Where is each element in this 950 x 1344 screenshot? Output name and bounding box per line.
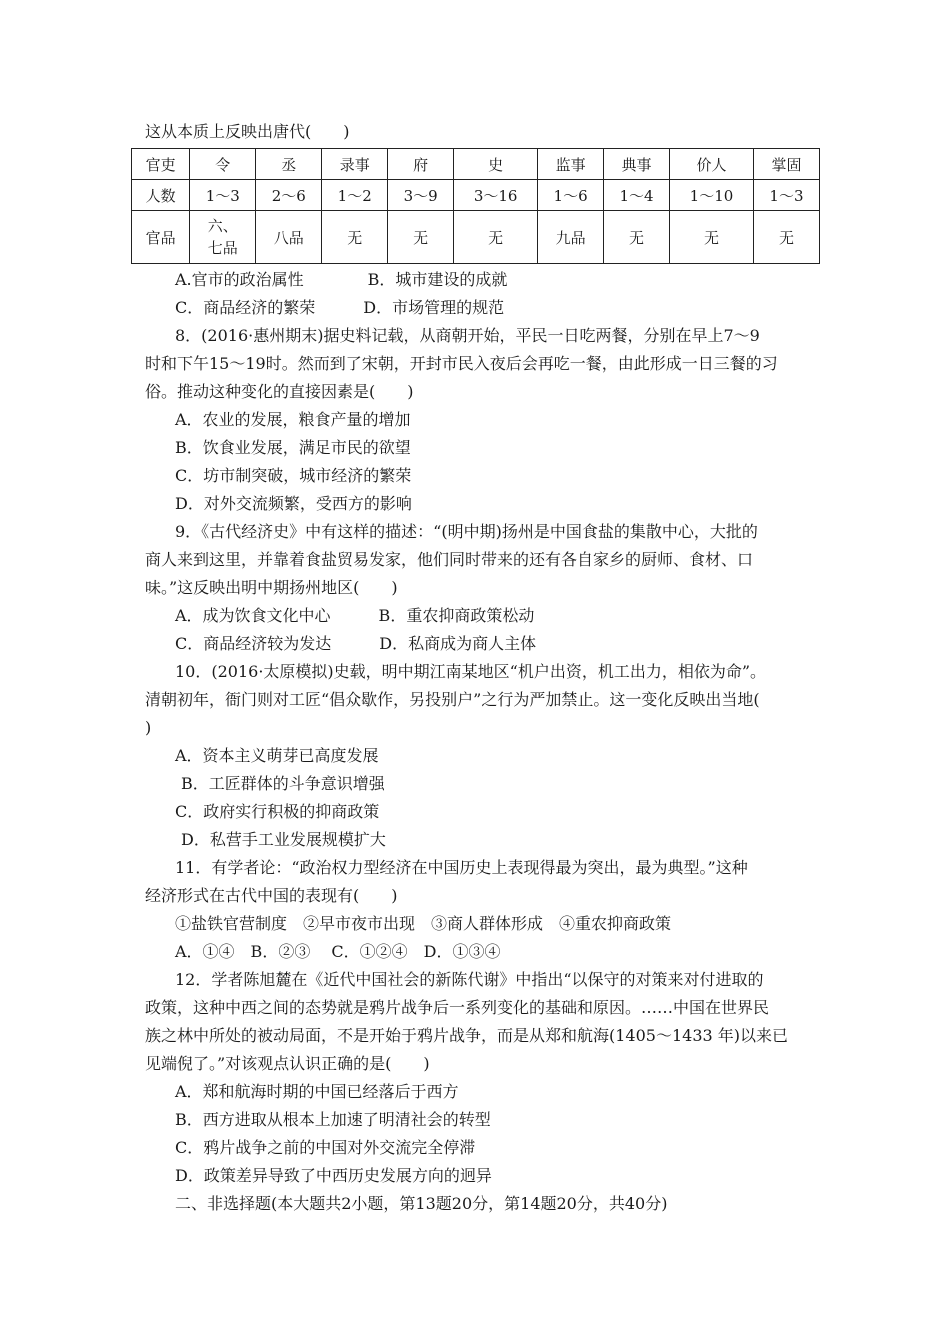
q8-stem-line: 8．(2016·惠州期末)据史料记载，从商朝开始，平民一日吃两餐，分别在早上7～9 [175, 326, 760, 345]
q10-stem-line: ) [145, 718, 152, 737]
table-cell: 3～9 [388, 180, 454, 211]
table-cell: 六、 七品 [190, 211, 256, 264]
q7-stem-tail: 这从本质上反映出唐代( ) [145, 122, 350, 141]
q12-option: D．政策差异导致了中西历史发展方向的迥异 [175, 1166, 492, 1185]
q8-option: D．对外交流频繁，受西方的影响 [175, 494, 412, 513]
q9-stem-line: 味。”这反映出明中期扬州地区( ) [145, 578, 398, 597]
q10-stem-line: 10．(2016·太原模拟)史载，明中期江南某地区“机户出资，机工出力，相依为命”。 [175, 662, 767, 681]
q9-stem-line: 9．《古代经济史》中有这样的描述：“(明中期)扬州是中国食盐的集散中心，大批的 [175, 522, 758, 541]
q11-stem-line: 经济形式在古代中国的表现有( ) [145, 886, 398, 905]
table-cell: 令 [190, 149, 256, 180]
q11-options: A．①④ B．②③ C．①②④ D．①③④ [175, 942, 501, 961]
q12-stem-line: 见端倪了。”对该观点认识正确的是( ) [145, 1054, 430, 1073]
table-cell: 史 [454, 149, 538, 180]
table-cell: 录事 [322, 149, 388, 180]
q10-option: C．政府实行积极的抑商政策 [175, 802, 380, 821]
q8-option: A．农业的发展，粮食产量的增加 [175, 410, 411, 429]
table-cell: 监事 [538, 149, 604, 180]
table-cell: 掌固 [753, 149, 819, 180]
q12-stem-line: 政策，这种中西之间的态势就是鸦片战争后一系列变化的基础和原因。……中国在世界民 [145, 998, 770, 1017]
table-cell: 典事 [604, 149, 670, 180]
table-cell: 价人 [670, 149, 754, 180]
table-row [132, 211, 820, 264]
q10-stem-line: 清朝初年，衙门则对工匠“倡众歇作，另投别户”之行为严加禁止。这一变化反映出当地( [145, 690, 760, 709]
exam-page [145, 118, 815, 1218]
table-cell: 1～10 [670, 180, 754, 211]
table-cell: 官品 [132, 211, 190, 264]
tang-market-officials-table [131, 148, 820, 264]
table-cell: 丞 [256, 149, 322, 180]
table-cell: 八品 [256, 211, 322, 264]
q12-option: A．郑和航海时期的中国已经落后于西方 [175, 1082, 459, 1101]
q8-stem-line: 俗。推动这种变化的直接因素是( ) [145, 382, 414, 401]
q8-option: B．饮食业发展，满足市民的欲望 [175, 438, 411, 457]
q8-option: C．坊市制突破，城市经济的繁荣 [175, 466, 412, 485]
q7-option-line: C．商品经济的繁荣 D．市场管理的规范 [175, 298, 505, 317]
q12-stem-line: 12．学者陈旭麓在《近代中国社会的新陈代谢》中指出“以保守的对策来对付进取的 [175, 970, 764, 989]
q12-option: B．西方进取从根本上加速了明清社会的转型 [175, 1110, 491, 1129]
q10-option: A．资本主义萌芽已高度发展 [175, 746, 379, 765]
table-cell: 人数 [132, 180, 190, 211]
table-row [132, 149, 820, 180]
table-cell: 无 [388, 211, 454, 264]
q11-stem-line: 11．有学者论：“政治权力型经济在中国历史上表现得最为突出，最为典型。”这种 [175, 858, 748, 877]
q7-option-line: A.官市的政治属性 B．城市建设的成就 [175, 270, 508, 289]
q9-option-line: A．成为饮食文化中心 B．重农抑商政策松动 [175, 606, 535, 625]
q9-option-line: C．商品经济较为发达 D．私商成为商人主体 [175, 634, 537, 653]
table-cell: 无 [454, 211, 538, 264]
table-cell: 无 [670, 211, 754, 264]
table-cell: 官吏 [132, 149, 190, 180]
q8-stem-line: 时和下午15～19时。然而到了宋朝，开封市民入夜后会再吃一餐，由此形成一日三餐的习 [145, 354, 778, 373]
q12-option: C．鸦片战争之前的中国对外交流完全停滞 [175, 1138, 476, 1157]
q11-items: ①盐铁官营制度 ②早市夜市出现 ③商人群体形成 ④重农抑商政策 [175, 914, 672, 933]
table-cell: 2～6 [256, 180, 322, 211]
table-cell: 3～16 [454, 180, 538, 211]
table-row [132, 180, 820, 211]
q10-option: D．私营手工业发展规模扩大 [181, 830, 386, 849]
q10-option: B．工匠群体的斗争意识增强 [181, 774, 385, 793]
q12-stem-line: 族之林中所处的被动局面，不是开始于鸦片战争，而是从郑和航海(1405～1433 年)以来已 [145, 1026, 789, 1045]
table-cell: 无 [753, 211, 819, 264]
table-cell: 无 [604, 211, 670, 264]
table-cell: 1～3 [190, 180, 256, 211]
table-cell: 九品 [538, 211, 604, 264]
q9-stem-line: 商人来到这里，并靠着食盐贸易发家，他们同时带来的还有各自家乡的厨师、食材、口 [145, 550, 754, 569]
table-cell: 1～6 [538, 180, 604, 211]
section-2-heading: 二、非选择题(本大题共2小题，第13题20分，第14题20分，共40分) [175, 1194, 668, 1213]
table-cell: 1～2 [322, 180, 388, 211]
table-cell: 1～4 [604, 180, 670, 211]
table-cell: 无 [322, 211, 388, 264]
table-cell: 1～3 [753, 180, 819, 211]
table-cell: 府 [388, 149, 454, 180]
